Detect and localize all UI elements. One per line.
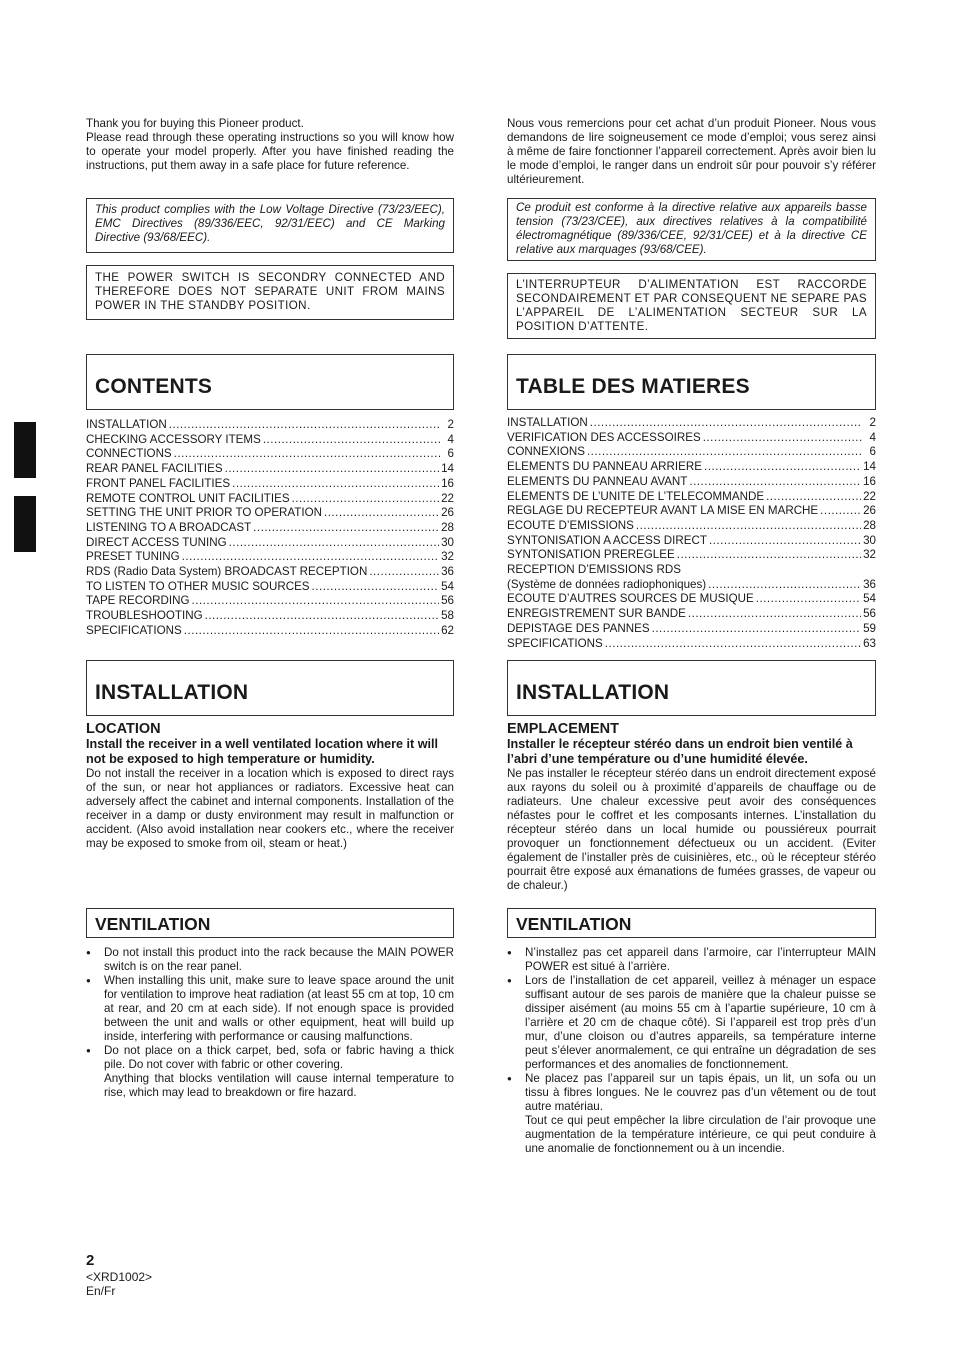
en-toc-label: TROUBLESHOOTING (86, 609, 203, 623)
en-toc-entry (86, 521, 454, 536)
fr-toc-leader (708, 578, 861, 593)
fr-toc-label: ECOUTE D’AUTRES SOURCES DE MUSIQUE (507, 592, 754, 606)
page-number: 2 (86, 1252, 95, 1269)
fr-toc-label: CONNEXIONS (507, 445, 585, 459)
fr-intro-text: Nous vous remercions pour cet achat d’un produit Pioneer. Nous vous demandons de lire soigneusement ce mode d’emploi; vous serez ainsi à même de faire fonctionner l’appareil correctement. Après avoir bien lu le mode d’emploi, le ranger dans un endroit sûr pour pouvoir s’y référer ultérieurement. (507, 117, 876, 186)
fr-toc-entry (507, 460, 876, 475)
fr-contents-title-box (507, 354, 876, 410)
en-location-section (86, 721, 454, 851)
en-ventilation-item: ● When installing this unit, make sure to leave space around the unit for ventilation to improve heat radiation (at least 55 cm at top, 10 cm at rear, and 20 cm at each side). If not enough space is provided between the unit and walls or other equipment, heat will build up inside, interfering with performance or causing malfunctions. (86, 974, 454, 1044)
en-toc-label: CHECKING ACCESSORY ITEMS (86, 432, 261, 446)
en-toc-label: REMOTE CONTROL UNIT FACILITIES (86, 491, 290, 505)
en-toc-page: 16 (441, 476, 454, 490)
fr-toc-page: 32 (863, 548, 876, 562)
fr-toc-leader (709, 534, 861, 549)
fr-ventilation-item: ● N’installez pas cet appareil dans l’armoire, car l’interrupteur MAIN POWER est situé à l’arrière. (507, 946, 876, 974)
fr-power-note (507, 273, 876, 339)
en-toc-entry (86, 447, 454, 462)
fr-toc-leader (689, 475, 861, 490)
en-toc-page: 6 (447, 447, 454, 461)
en-toc-entry (86, 506, 454, 521)
en-toc-leader (205, 609, 439, 624)
en-location-body: Do not install the receiver in a location which is exposed to direct rays of the sun, or near hot appliances or radiators. Excessive heat can adversely affect the cabinet and internal components. Installation of the receiver in a damp or dusty environment may result in malfunction or accident. (Also avoid installation near cookers etc., where the receiver may be exposed to smoke from oil, steam or heat.) (86, 767, 454, 850)
en-toc-page: 30 (441, 535, 454, 549)
fr-toc-leader (766, 490, 861, 505)
en-toc-label: DIRECT ACCESS TUNING (86, 535, 227, 549)
en-toc-label: SETTING THE UNIT PRIOR TO OPERATION (86, 506, 322, 520)
fr-toc-label: (Système de données radiophoniques) (507, 577, 707, 591)
fr-toc-leader (688, 607, 861, 622)
en-installation-title-box (86, 660, 454, 716)
fr-toc-page: 59 (863, 621, 876, 635)
fr-location-lead: Installer le récepteur stéréo dans un endroit bien ventilé à l’abri d’une température ou d’une humidité élevée. (507, 737, 853, 766)
en-toc-page: 54 (441, 579, 454, 593)
en-toc-leader (292, 492, 440, 507)
en-toc-entry (86, 580, 454, 595)
en-toc-page: 22 (441, 491, 454, 505)
en-toc-label: PRESET TUNING (86, 550, 180, 564)
en-directive-note (86, 198, 454, 253)
fr-toc-label: ECOUTE D’EMISSIONS (507, 518, 634, 532)
fr-toc-leader (704, 460, 861, 475)
fr-toc-entry (507, 490, 876, 505)
fr-toc-entry (507, 534, 876, 549)
fr-toc-leader (820, 504, 861, 519)
fr-ventilation-title: VENTILATION (516, 914, 632, 934)
fr-toc-entry (507, 637, 876, 652)
fr-toc-page: 28 (863, 518, 876, 532)
fr-toc-page: 63 (863, 636, 876, 650)
fr-toc-page: 16 (863, 474, 876, 488)
en-intro (86, 117, 454, 173)
fr-ventilation-item (507, 1072, 876, 1156)
fr-toc-label: ELEMENTS DU PANNEAU ARRIERE (507, 460, 702, 474)
fr-table-of-contents (507, 416, 876, 651)
en-directive-text: This product complies with the Low Voltage Directive (73/23/EEC), EMC Directives (89/336/EEC, 92/31/EEC) and CE Marking Directive (93/68/EEC). (95, 203, 445, 244)
fr-toc-page: 22 (863, 489, 876, 503)
fr-toc-label: ELEMENTS DE L’UNITE DE L’TELECOMMANDE (507, 489, 765, 503)
en-toc-leader (369, 565, 439, 580)
fr-toc-leader (677, 548, 861, 563)
en-toc-leader (232, 477, 439, 492)
fr-intro (507, 117, 876, 187)
en-ventilation-title-box (86, 908, 454, 938)
fr-toc-entry (507, 548, 876, 563)
fr-location-heading: EMPLACEMENT (507, 721, 619, 737)
en-toc-page: 36 (441, 565, 454, 579)
en-toc-page: 62 (441, 623, 454, 637)
en-toc-label: TO LISTEN TO OTHER MUSIC SOURCES (86, 579, 310, 593)
en-toc-entry (86, 536, 454, 551)
fr-location-body: Ne pas installer le récepteur stéréo dans un endroit directement exposé aux rayons du soleil ou à proximité d’appareils de chauffage ou de radiateurs. Une chaleur excessive peut avoir des conséquences néfastes pour le coffret et les composants internes. L’installation du récepteur stéréo dans un local humide ou poussiéreux pourrait provoquer un fonctionnement défectueux ou un accident. (Eviter également de l’installer près de cuisinières, etc., où le récepteur stéréo pourrait être exposé aux émanations de fumées grasses, de vapeur ou de chaleur.) (507, 767, 876, 892)
en-toc-page: 32 (441, 550, 454, 564)
en-ventilation-item: ● Do not install this product into the rack because the MAIN POWER switch is on the rear panel. (86, 946, 454, 974)
fr-toc-entry (507, 475, 876, 490)
fr-toc-entry (507, 563, 876, 578)
fr-toc-entry (507, 504, 876, 519)
en-toc-entry (86, 477, 454, 492)
en-location-lead: Install the receiver in a well ventilated location where it will not be exposed to high temperature or humidity. (86, 737, 439, 766)
en-toc-leader (253, 521, 439, 536)
en-power-note (86, 265, 454, 320)
en-toc-label: LISTENING TO A BROADCAST (86, 520, 252, 534)
fr-toc-page: 30 (863, 533, 876, 547)
fr-toc-entry (507, 445, 876, 460)
fr-toc-leader (605, 637, 861, 652)
fr-toc-page: 56 (863, 607, 876, 621)
en-toc-page: 4 (447, 432, 454, 446)
fr-toc-entry (507, 519, 876, 534)
en-toc-page: 58 (441, 609, 454, 623)
en-toc-page: 26 (441, 506, 454, 520)
fr-toc-entry (507, 431, 876, 446)
en-toc-entry (86, 433, 454, 448)
page-footer (86, 1252, 152, 1298)
en-toc-label: INSTALLATION (86, 418, 167, 431)
en-toc-page: 28 (441, 520, 454, 534)
fr-ventilation-list (507, 946, 876, 1156)
fr-toc-entry (507, 622, 876, 637)
fr-toc-page: 26 (863, 504, 876, 518)
en-toc-page: 56 (441, 594, 454, 608)
fr-toc-page: 14 (863, 460, 876, 474)
fr-ventilation-extra: Tout ce qui peut empêcher la libre circulation de l’air provoque une augmentation de la température intérieure, ce qui peut conduire à une anomalie de fonctionnement ou à un incendie. (525, 1114, 876, 1155)
fr-toc-label: SYNTONISATION PREREGLEE (507, 548, 675, 562)
en-toc-entry (86, 624, 454, 639)
fr-toc-leader (587, 445, 862, 460)
en-intro-line1: Thank you for buying this Pioneer product. (86, 117, 304, 130)
fr-ventilation-title-box (507, 908, 876, 938)
en-contents-title-box (86, 354, 454, 410)
en-toc-leader (174, 447, 440, 462)
en-toc-label: TAPE RECORDING (86, 594, 190, 608)
en-toc-page: 14 (441, 462, 454, 476)
fr-toc-page: 36 (863, 577, 876, 591)
en-toc-entry (86, 565, 454, 580)
en-ventilation-item-text: ● Do not place on a thick carpet, bed, sofa or fabric having a thick pile. Do not cover with fabric or other covering. (104, 1044, 454, 1071)
fr-location-section (507, 721, 876, 893)
fr-toc-page: 4 (869, 430, 876, 444)
section-marker-bottom (14, 496, 36, 552)
fr-toc-leader (756, 592, 861, 607)
en-toc-leader (192, 594, 440, 609)
en-ventilation-item (86, 1044, 454, 1100)
en-toc-entry (86, 492, 454, 507)
en-toc-entry (86, 609, 454, 624)
en-ventilation-title: VENTILATION (95, 914, 211, 934)
fr-installation-title-box (507, 660, 876, 716)
fr-contents-title: TABLE DES MATIERES (516, 375, 750, 398)
fr-toc-label: ELEMENTS DU PANNEAU AVANT (507, 474, 688, 488)
en-toc-leader (263, 433, 440, 448)
fr-toc-entry (507, 578, 876, 593)
en-ventilation-extra: Anything that blocks ventilation will cause internal temperature to rise, which may lead to breakdown or fire hazard. (104, 1072, 454, 1099)
en-toc-leader (312, 580, 440, 595)
fr-toc-entry (507, 607, 876, 622)
fr-toc-label: DEPISTAGE DES PANNES (507, 621, 650, 635)
fr-toc-page: 2 (869, 416, 876, 429)
fr-directive-note (507, 198, 876, 261)
en-table-of-contents (86, 418, 454, 639)
fr-toc-page: 6 (869, 445, 876, 459)
en-toc-entry (86, 550, 454, 565)
en-toc-leader (229, 536, 439, 551)
fr-directive-text: Ce produit est conforme à la directive relative aux appareils basse tension (73/23/CEE), aux directives relatives à la compatibilité électromagnétique (89/336/CEE, 92/31/CEE) et à la directive CE relative aux marquages (93/68/CEE). (516, 201, 867, 256)
fr-power-text: L’INTERRUPTEUR D’ALIMENTATION EST RACCORDE SECONDAIREMENT ET PAR CONSEQUENT NE SEPARE PAS L’APPAREIL DE L’ALIMENTATION SECTEUR SUR LA POSITION D’ATTENTE. (516, 278, 867, 333)
fr-toc-label: SYNTONISATION A ACCESS DIRECT (507, 533, 707, 547)
en-toc-label: RDS (Radio Data System) BROADCAST RECEPTION (86, 565, 368, 579)
en-toc-entry (86, 594, 454, 609)
en-toc-leader (225, 462, 440, 477)
fr-toc-label: SPECIFICATIONS (507, 636, 603, 650)
en-toc-entry (86, 462, 454, 477)
en-toc-entry (86, 418, 454, 433)
en-toc-label: FRONT PANEL FACILITIES (86, 476, 231, 490)
en-toc-label: CONNECTIONS (86, 447, 172, 461)
en-toc-label: SPECIFICATIONS (86, 623, 182, 637)
en-location-heading: LOCATION (86, 721, 161, 737)
model-code: <XRD1002> (86, 1270, 153, 1284)
fr-installation-title: INSTALLATION (516, 681, 670, 704)
fr-toc-entry (507, 416, 876, 431)
fr-toc-leader (703, 431, 862, 446)
en-toc-page: 2 (447, 418, 454, 431)
fr-ventilation-item-text: ● Ne placez pas l’appareil sur un tapis épais, un lit, un sofa ou un tissu à fibres longues. Ne le couvrez pas d’un vêtement ou de tout autre matériau. (525, 1072, 876, 1113)
fr-toc-label: INSTALLATION (507, 416, 588, 429)
en-contents-title: CONTENTS (95, 375, 213, 398)
fr-toc-leader (652, 622, 861, 637)
en-installation-title: INSTALLATION (95, 681, 249, 704)
en-toc-leader (182, 550, 439, 565)
fr-toc-leader (636, 519, 861, 534)
en-ventilation-list (86, 946, 454, 1100)
fr-toc-label: RECEPTION D’EMISSIONS RDS (507, 563, 681, 577)
en-power-text: THE POWER SWITCH IS SECONDRY CONNECTED AND THEREFORE DOES NOT SEPARATE UNIT FROM MAINS POWER IN THE STANDBY POSITION. (95, 271, 445, 312)
en-toc-leader (324, 506, 439, 521)
fr-toc-label: ENREGISTREMENT SUR BANDE (507, 607, 686, 621)
en-toc-label: REAR PANEL FACILITIES (86, 462, 223, 476)
en-toc-leader (169, 418, 440, 433)
fr-ventilation-item: ● Lors de l’installation de cet appareil, veillez à ménager un espace suffisant autour de ses parois de manière que la chaleur puisse se dissiper aisément (au moins 55 cm à l’apartie supérieure, 10 cm à l’arrière et 20 cm de chaque côté). Si l’appareil est trop près d’un mur, d’une cloison ou d’autres appareils, sa température interne peut s’élever anormalement, ce qui entraîne un dégradation de ses performances et des anomalies de fonctionnement. (507, 974, 876, 1072)
section-marker-top (14, 422, 36, 478)
fr-toc-label: VERIFICATION DES ACCESSOIRES (507, 430, 701, 444)
fr-toc-page: 54 (863, 592, 876, 606)
fr-toc-entry (507, 592, 876, 607)
language-code: En/Fr (86, 1284, 116, 1298)
en-toc-leader (184, 624, 439, 639)
en-intro-line2: Please read through these operating instructions so you will know how to operate your model properly. After you have finished reading the instructions, put them away in a safe place for future reference. (86, 131, 454, 172)
fr-toc-label: REGLAGE DU RECEPTEUR AVANT LA MISE EN MARCHE (507, 504, 819, 518)
fr-toc-leader (590, 416, 862, 431)
